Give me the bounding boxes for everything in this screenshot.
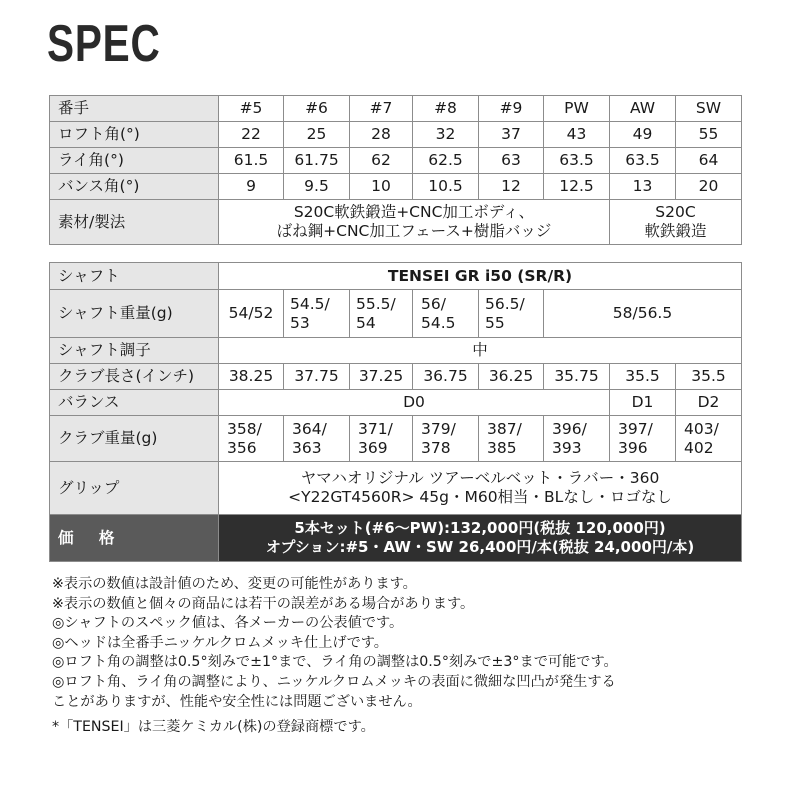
table-cell: 9 bbox=[219, 174, 284, 200]
row-label: クラブ長さ(インチ) bbox=[50, 364, 219, 390]
cell-line: 364/ bbox=[292, 419, 327, 438]
page-title: SPEC bbox=[47, 15, 161, 73]
table-cell: 62.5 bbox=[413, 148, 479, 174]
table-cell bbox=[284, 416, 350, 462]
cell-line: 378 bbox=[421, 438, 451, 457]
table-cell: 37.75 bbox=[284, 364, 350, 390]
row-label: クラブ重量(g) bbox=[50, 416, 219, 462]
row-label: シャフト bbox=[50, 263, 219, 290]
note-line: ◎ロフト角の調整は0.5°刻みで±1°まで、ライ角の調整は0.5°刻みで±3°まで可能です。 bbox=[52, 654, 618, 671]
table-cell: 9.5 bbox=[284, 174, 350, 200]
table-cell: D2 bbox=[676, 390, 742, 416]
club-number-row bbox=[50, 96, 742, 122]
table-cell bbox=[676, 416, 742, 462]
row-label: グリップ bbox=[50, 462, 219, 515]
table-cell: 63.5 bbox=[610, 148, 676, 174]
header-cell: PW bbox=[544, 96, 610, 122]
table-cell: 58/56.5 bbox=[544, 290, 742, 338]
cell-line: 54.5 bbox=[421, 313, 456, 332]
table-cell: 36.25 bbox=[479, 364, 544, 390]
cell-line: 55 bbox=[485, 313, 505, 332]
table-cell: 10 bbox=[350, 174, 413, 200]
note-line: ※表示の数値は設計値のため、変更の可能性があります。 bbox=[52, 576, 417, 592]
balance-row bbox=[50, 390, 742, 416]
row-label: ライ角(°) bbox=[50, 148, 219, 174]
grip-line: <Y22GT4560R> 45g・M60相当・BLなし・ロゴなし bbox=[288, 488, 672, 506]
cell-line: 397/ bbox=[618, 419, 653, 438]
material-main-line: S20C軟鉄鍛造+CNC加工ボディ、 bbox=[293, 203, 535, 221]
cell-line: 358/ bbox=[227, 419, 262, 438]
table-cell: 13 bbox=[610, 174, 676, 200]
row-label: ロフト角(°) bbox=[50, 122, 219, 148]
table-cell: 54/52 bbox=[219, 290, 284, 338]
header-cell: SW bbox=[676, 96, 742, 122]
cell-line: 371/ bbox=[358, 419, 393, 438]
table-cell: 61.75 bbox=[284, 148, 350, 174]
material-main-cell bbox=[219, 200, 610, 245]
table-cell: 25 bbox=[284, 122, 350, 148]
cell-line: 379/ bbox=[421, 419, 456, 438]
table-cell: 32 bbox=[413, 122, 479, 148]
table-cell: 35.5 bbox=[610, 364, 676, 390]
row-label: バンス角(°) bbox=[50, 174, 219, 200]
material-wedge-line: S20C bbox=[655, 203, 696, 221]
header-cell: #9 bbox=[479, 96, 544, 122]
cell-line: 396/ bbox=[552, 419, 587, 438]
row-label: バランス bbox=[50, 390, 219, 416]
grip-row bbox=[50, 462, 742, 515]
row-label: 素材/製法 bbox=[50, 200, 219, 245]
cell-line: 53 bbox=[290, 313, 310, 332]
flex-row bbox=[50, 338, 742, 364]
table-cell bbox=[610, 416, 676, 462]
header-cell: #5 bbox=[219, 96, 284, 122]
cell-line: 385 bbox=[487, 438, 517, 457]
head-spec-table bbox=[49, 95, 742, 245]
cell-line: 403/ bbox=[684, 419, 719, 438]
trademark-note: *「TENSEI」は三菱ケミカル(株)の登録商標です。 bbox=[52, 719, 375, 736]
price-row bbox=[50, 515, 742, 562]
material-wedge-line: 軟鉄鍛造 bbox=[644, 222, 707, 240]
note-line: ◎ロフト角、ライ角の調整により、ニッケルクロムメッキの表面に微細な凹凸が発生する bbox=[52, 673, 616, 690]
note-line: ※表示の数値と個々の商品には若干の誤差がある場合があります。 bbox=[52, 595, 475, 612]
row-label: シャフト調子 bbox=[50, 338, 219, 364]
table-cell: 12 bbox=[479, 174, 544, 200]
header-cell: #8 bbox=[413, 96, 479, 122]
cell-line: 54 bbox=[356, 313, 376, 332]
table-cell bbox=[350, 416, 413, 462]
table-cell: 10.5 bbox=[413, 174, 479, 200]
table-cell: 62 bbox=[350, 148, 413, 174]
table-cell bbox=[413, 416, 479, 462]
table-cell: 55 bbox=[676, 122, 742, 148]
shaft-name: TENSEI GR i50 (SR/R) bbox=[219, 263, 742, 290]
material-row bbox=[50, 200, 742, 245]
table-cell: 35.5 bbox=[676, 364, 742, 390]
header-cell: #7 bbox=[350, 96, 413, 122]
cell-line: 56.5/ bbox=[485, 294, 525, 313]
table-cell bbox=[479, 416, 544, 462]
row-label: 番手 bbox=[50, 96, 219, 122]
table-cell: 43 bbox=[544, 122, 610, 148]
cell-line: 55.5/ bbox=[356, 294, 396, 313]
table-cell bbox=[284, 290, 350, 338]
note-line: ことがありますが、性能や安全性には問題ございません。 bbox=[52, 693, 422, 710]
notes bbox=[52, 575, 618, 738]
cell-line: 363 bbox=[292, 438, 322, 457]
table-cell bbox=[413, 290, 479, 338]
row-label: シャフト重量(g) bbox=[50, 290, 219, 338]
table-cell: 61.5 bbox=[219, 148, 284, 174]
table-cell: 37 bbox=[479, 122, 544, 148]
price-line: 5本セット(#6〜PW):132,000円(税抜 120,000円) bbox=[294, 519, 666, 537]
cell-line: 393 bbox=[552, 438, 582, 457]
table-cell: 63.5 bbox=[544, 148, 610, 174]
table-cell: 38.25 bbox=[219, 364, 284, 390]
shaft-spec-table bbox=[49, 262, 742, 562]
table-cell: 中 bbox=[219, 338, 742, 364]
cell-line: 56/ bbox=[421, 294, 446, 313]
shaft-row bbox=[50, 263, 742, 290]
table-cell bbox=[350, 290, 413, 338]
header-cell: #6 bbox=[284, 96, 350, 122]
cell-line: 356 bbox=[227, 438, 257, 457]
grip-line: ヤマハオリジナル ツアーベルベット・ラバー・360 bbox=[300, 469, 660, 487]
table-cell bbox=[544, 416, 610, 462]
cell-line: 396 bbox=[618, 438, 648, 457]
lie-row bbox=[50, 148, 742, 174]
price-label: 価 格 bbox=[50, 515, 219, 562]
cell-line: 369 bbox=[358, 438, 388, 457]
table-cell: D0 bbox=[219, 390, 610, 416]
table-cell: 37.25 bbox=[350, 364, 413, 390]
note-line: ◎ヘッドは全番手ニッケルクロムメッキ仕上げです。 bbox=[52, 634, 388, 651]
cell-line: 402 bbox=[684, 438, 714, 457]
table-cell bbox=[219, 416, 284, 462]
table-cell: 12.5 bbox=[544, 174, 610, 200]
note-line: ◎シャフトのスペック値は、各メーカーの公表値です。 bbox=[52, 615, 404, 632]
table-cell: 63 bbox=[479, 148, 544, 174]
table-cell: D1 bbox=[610, 390, 676, 416]
cell-line: 54.5/ bbox=[290, 294, 330, 313]
shaft-weight-row bbox=[50, 290, 742, 338]
table-cell: 35.75 bbox=[544, 364, 610, 390]
table-cell: 49 bbox=[610, 122, 676, 148]
table-cell: 22 bbox=[219, 122, 284, 148]
grip-cell bbox=[219, 462, 742, 515]
table-cell bbox=[479, 290, 544, 338]
header-cell: AW bbox=[610, 96, 676, 122]
length-row bbox=[50, 364, 742, 390]
club-weight-row bbox=[50, 416, 742, 462]
table-cell: 64 bbox=[676, 148, 742, 174]
table-cell: 28 bbox=[350, 122, 413, 148]
material-main-line: ばね鋼+CNC加工フェース+樹脂バッジ bbox=[276, 222, 552, 240]
bounce-row bbox=[50, 174, 742, 200]
loft-row bbox=[50, 122, 742, 148]
price-line: オプション:#5・AW・SW 26,400円/本(税抜 24,000円/本) bbox=[265, 538, 695, 556]
table-cell: 20 bbox=[676, 174, 742, 200]
cell-line: 387/ bbox=[487, 419, 522, 438]
price-cell bbox=[219, 515, 742, 562]
material-wedge-cell bbox=[610, 200, 742, 245]
table-cell: 36.75 bbox=[413, 364, 479, 390]
